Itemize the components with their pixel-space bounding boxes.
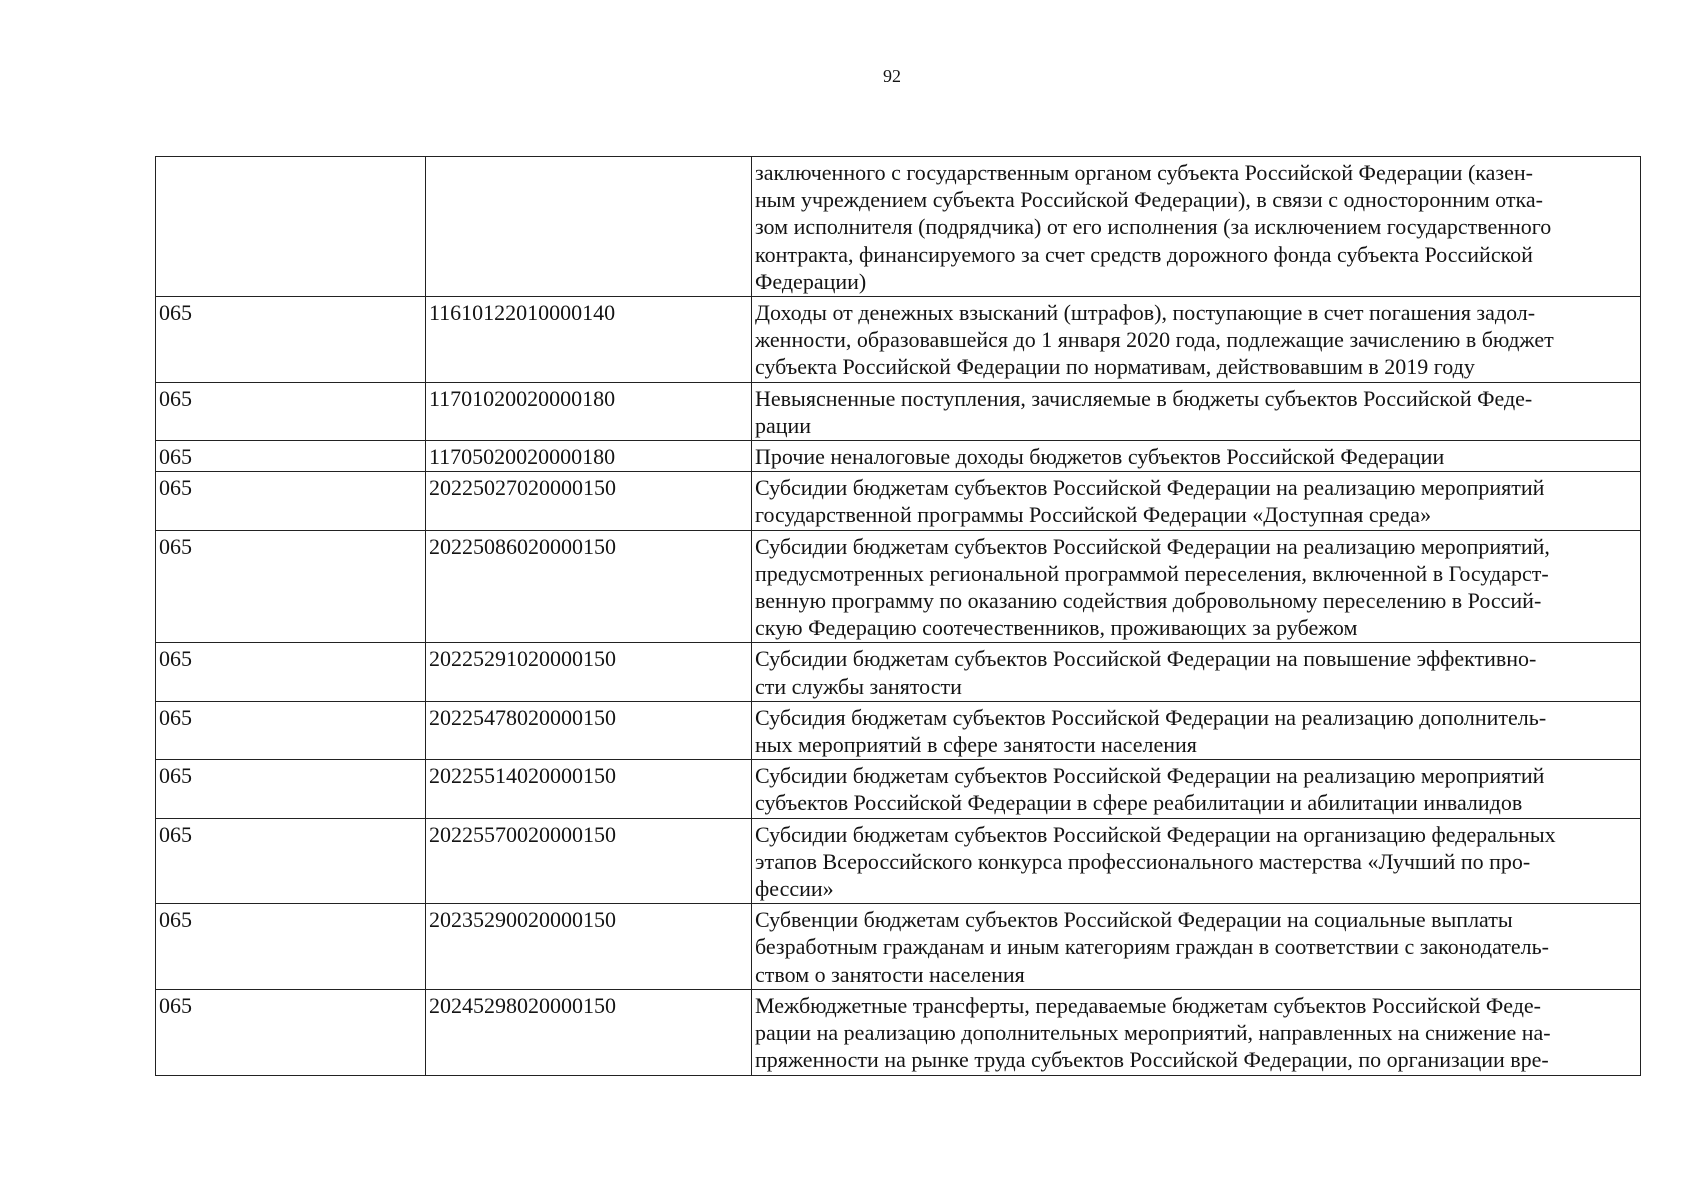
table-row [156, 760, 1641, 818]
description-line: рации на реализацию дополнительных мероприятий, направленных на снижение на- [755, 1020, 1551, 1046]
description-line: сти службы занятости [755, 673, 962, 699]
description-line: Невыясненные поступления, зачисляемые в бюджеты субъектов Российской Феде- [755, 385, 1533, 411]
description-line: рации [755, 412, 812, 438]
admin-code-cell: 065 [156, 760, 426, 818]
description-line: ных мероприятий в сфере занятости населения [755, 732, 1197, 758]
description-line: венную программу по оказанию содействия добровольному переселению в Россий- [755, 588, 1542, 614]
revenue-codes-table [155, 156, 1641, 1076]
description-line: женности, образовавшейся до 1 января 2020 года, подлежащие зачислению в бюджет [755, 327, 1554, 353]
admin-code-cell: 065 [156, 818, 426, 904]
revenue-description-cell [752, 441, 1641, 472]
description-line: ным учреждением субъекта Российской Федерации), в связи с односторонним отка- [755, 187, 1543, 213]
table-row [156, 472, 1641, 530]
description-line: Субвенции бюджетам субъектов Российской Федерации на социальные выплаты [755, 907, 1513, 933]
admin-code-cell: 065 [156, 904, 426, 990]
description-line: Прочие неналоговые доходы бюджетов субъектов Российской Федерации [755, 444, 1445, 470]
description-line: контракта, финансируемого за счет средств дорожного фонда субъекта Российской [755, 241, 1533, 267]
table-row [156, 382, 1641, 440]
admin-code-cell: 065 [156, 643, 426, 701]
description-line: Межбюджетные трансферты, передаваемые бюджетам субъектов Российской Феде- [755, 992, 1541, 1018]
table-row [156, 904, 1641, 990]
description-line: Субсидия бюджетам субъектов Российской Федерации на реализацию дополнитель- [755, 704, 1547, 730]
description-line: Субсидии бюджетам субъектов Российской Федерации на организацию федеральных [755, 821, 1556, 847]
description-line: заключенного с государственным органом субъекта Российской Федерации (казен- [755, 160, 1533, 185]
description-line: Субсидии бюджетам субъектов Российской Федерации на реализацию мероприятий [755, 763, 1545, 789]
budget-classification-code-cell: 20225027020000150 [426, 472, 752, 530]
budget-classification-code-cell: 11701020020000180 [426, 382, 752, 440]
description-line: скую Федерацию соотечественников, проживающих за рубежом [755, 615, 1358, 641]
admin-code-cell: 065 [156, 989, 426, 1075]
table-row [156, 530, 1641, 643]
description-line: фессии» [755, 876, 834, 902]
admin-code-cell: 065 [156, 382, 426, 440]
budget-classification-code-cell: 20225086020000150 [426, 530, 752, 643]
table-body [156, 157, 1641, 1076]
revenue-description-cell [752, 157, 1641, 297]
revenue-description-cell [752, 530, 1641, 643]
description-line: государственной программы Российской Федерации «Доступная среда» [755, 502, 1432, 528]
table-row [156, 701, 1641, 759]
page-number: 92 [883, 66, 901, 86]
admin-code-cell: 065 [156, 530, 426, 643]
revenue-description-cell [752, 643, 1641, 701]
revenue-description-cell [752, 472, 1641, 530]
budget-classification-code-cell: 20245298020000150 [426, 989, 752, 1075]
revenue-description-cell [752, 904, 1641, 990]
table-row [156, 297, 1641, 383]
budget-classification-code-cell: 20225291020000150 [426, 643, 752, 701]
budget-classification-code-cell: 11705020020000180 [426, 441, 752, 472]
table-row [156, 157, 1641, 297]
description-line: пряженности на рынке труда субъектов Российской Федерации, по организации вре- [755, 1047, 1549, 1073]
admin-code-cell: 065 [156, 441, 426, 472]
description-line: этапов Всероссийского конкурса профессионального мастерства «Лучший по про- [755, 848, 1531, 874]
budget-classification-code-cell: 20235290020000150 [426, 904, 752, 990]
table-row [156, 643, 1641, 701]
table-row [156, 441, 1641, 472]
description-line: Субсидии бюджетам субъектов Российской Федерации на реализацию мероприятий [755, 475, 1545, 501]
budget-classification-code-cell [426, 157, 752, 297]
description-line: ством о занятости населения [755, 961, 1025, 987]
revenue-description-cell [752, 382, 1641, 440]
description-line: субъекта Российской Федерации по нормативам, действовавшим в 2019 году [755, 354, 1475, 380]
description-line: зом исполнителя (подрядчика) от его исполнения (за исключением государственного [755, 214, 1552, 240]
admin-code-cell [156, 157, 426, 297]
budget-classification-code-cell: 11610122010000140 [426, 297, 752, 383]
admin-code-cell: 065 [156, 701, 426, 759]
table-row [156, 989, 1641, 1075]
admin-code-cell: 065 [156, 472, 426, 530]
budget-classification-code-cell: 20225514020000150 [426, 760, 752, 818]
description-line: субъектов Российской Федерации в сфере реабилитации и абилитации инвалидов [755, 790, 1523, 816]
budget-classification-code-cell: 20225570020000150 [426, 818, 752, 904]
description-line: предусмотренных региональной программой переселения, включенной в Государст- [755, 560, 1549, 586]
revenue-description-cell [752, 989, 1641, 1075]
revenue-description-cell [752, 297, 1641, 383]
description-line: Субсидии бюджетам субъектов Российской Федерации на повышение эффективно- [755, 646, 1537, 672]
revenue-description-cell [752, 701, 1641, 759]
revenue-description-cell [752, 818, 1641, 904]
budget-classification-code-cell: 20225478020000150 [426, 701, 752, 759]
revenue-description-cell [752, 760, 1641, 818]
description-line: Субсидии бюджетам субъектов Российской Федерации на реализацию мероприятий, [755, 533, 1550, 559]
description-line: Федерации) [755, 268, 867, 294]
description-line: безработным гражданам и иным категориям граждан в соответствии с законодатель- [755, 934, 1549, 960]
description-line: Доходы от денежных взысканий (штрафов), поступающие в счет погашения задол- [755, 300, 1536, 326]
table-row [156, 818, 1641, 904]
admin-code-cell: 065 [156, 297, 426, 383]
